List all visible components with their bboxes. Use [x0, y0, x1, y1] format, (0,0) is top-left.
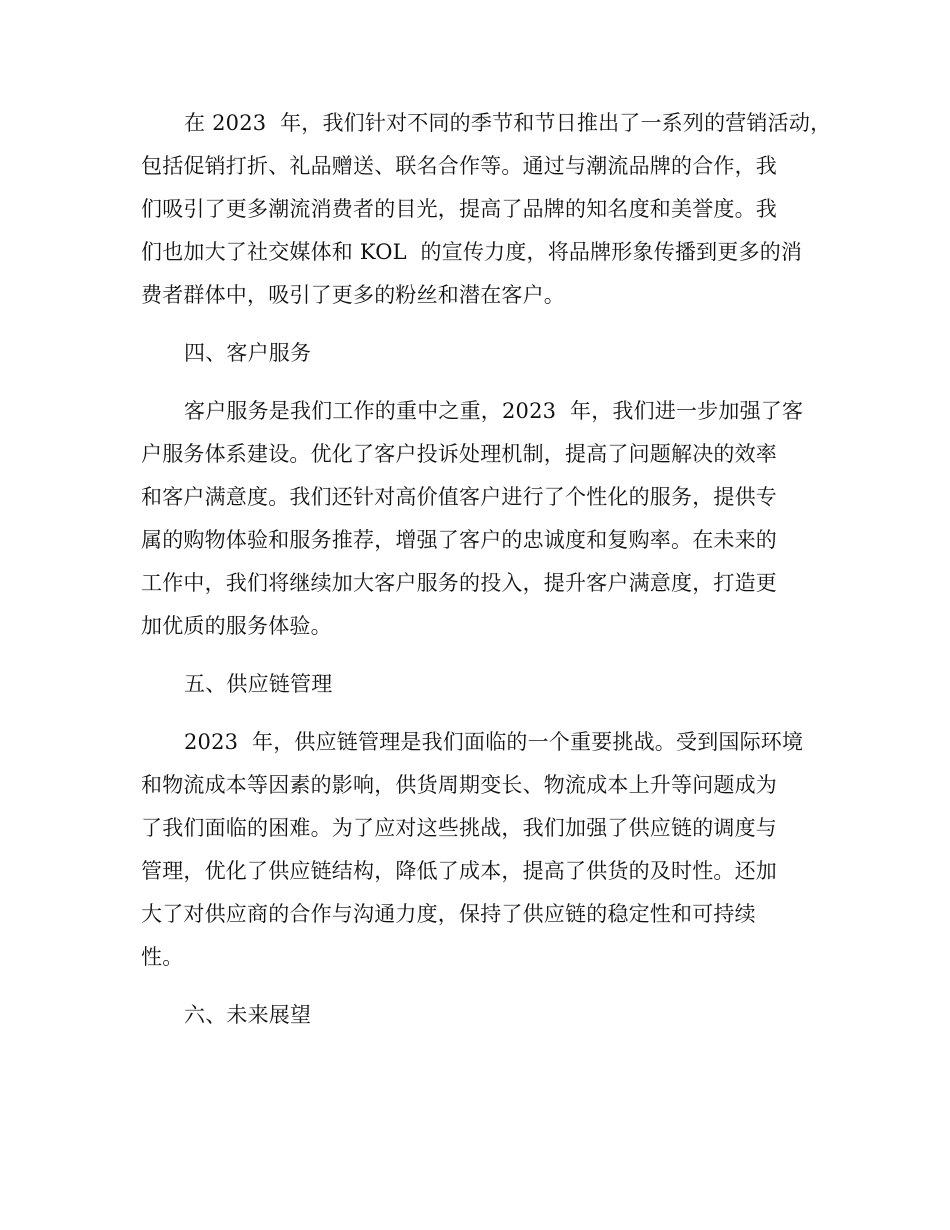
paragraph-line: 工作中，我们将继续加大客户服务的投入，提升客户满意度，打造更	[141, 571, 777, 595]
paragraph-line: 2023 年，供应链管理是我们面临的一个重要挑战。受到国际环境	[184, 730, 804, 754]
paragraph-line: 户服务体系建设。优化了客户投诉处理机制，提高了问题解决的效率	[141, 442, 777, 466]
paragraph-line: 大了对供应商的合作与沟通力度，保持了供应链的稳定性和可持续	[141, 902, 756, 926]
paragraph-line: 客户服务是我们工作的重中之重，2023 年，我们进一步加强了客	[184, 399, 804, 423]
paragraph-line: 们吸引了更多潮流消费者的目光，提高了品牌的知名度和美誉度。我	[141, 197, 777, 221]
paragraph-line: 管理，优化了供应链结构，降低了成本，提高了供货的及时性。还加	[141, 859, 777, 883]
paragraph-line: 费者群体中，吸引了更多的粉丝和潜在客户。	[141, 283, 565, 307]
paragraph-line: 性。	[141, 945, 184, 969]
paragraph-line: 包括促销打折、礼品赠送、联名合作等。通过与潮流品牌的合作，我	[141, 154, 777, 178]
paragraph-line: 加优质的服务体验。	[141, 614, 332, 638]
paragraph-line: 们也加大了社交媒体和 KOL 的宣传力度，将品牌形象传播到更多的消	[141, 240, 803, 264]
paragraph-line: 属的购物体验和服务推荐，增强了客户的忠诚度和复购率。在未来的	[141, 528, 777, 552]
section-heading: 六、未来展望	[184, 1003, 312, 1027]
section-heading: 四、客户服务	[184, 341, 312, 365]
section-heading: 五、供应链管理	[184, 672, 333, 696]
paragraph-line: 了我们面临的困难。为了应对这些挑战，我们加强了供应链的调度与	[141, 816, 777, 840]
paragraph-line: 和物流成本等因素的影响，供货周期变长、物流成本上升等问题成为	[141, 773, 777, 797]
paragraph-line: 和客户满意度。我们还针对高价值客户进行了个性化的服务，提供专	[141, 485, 777, 509]
paragraph-line: 在 2023 年，我们针对不同的季节和节日推出了一系列的营销活动，	[184, 111, 832, 135]
